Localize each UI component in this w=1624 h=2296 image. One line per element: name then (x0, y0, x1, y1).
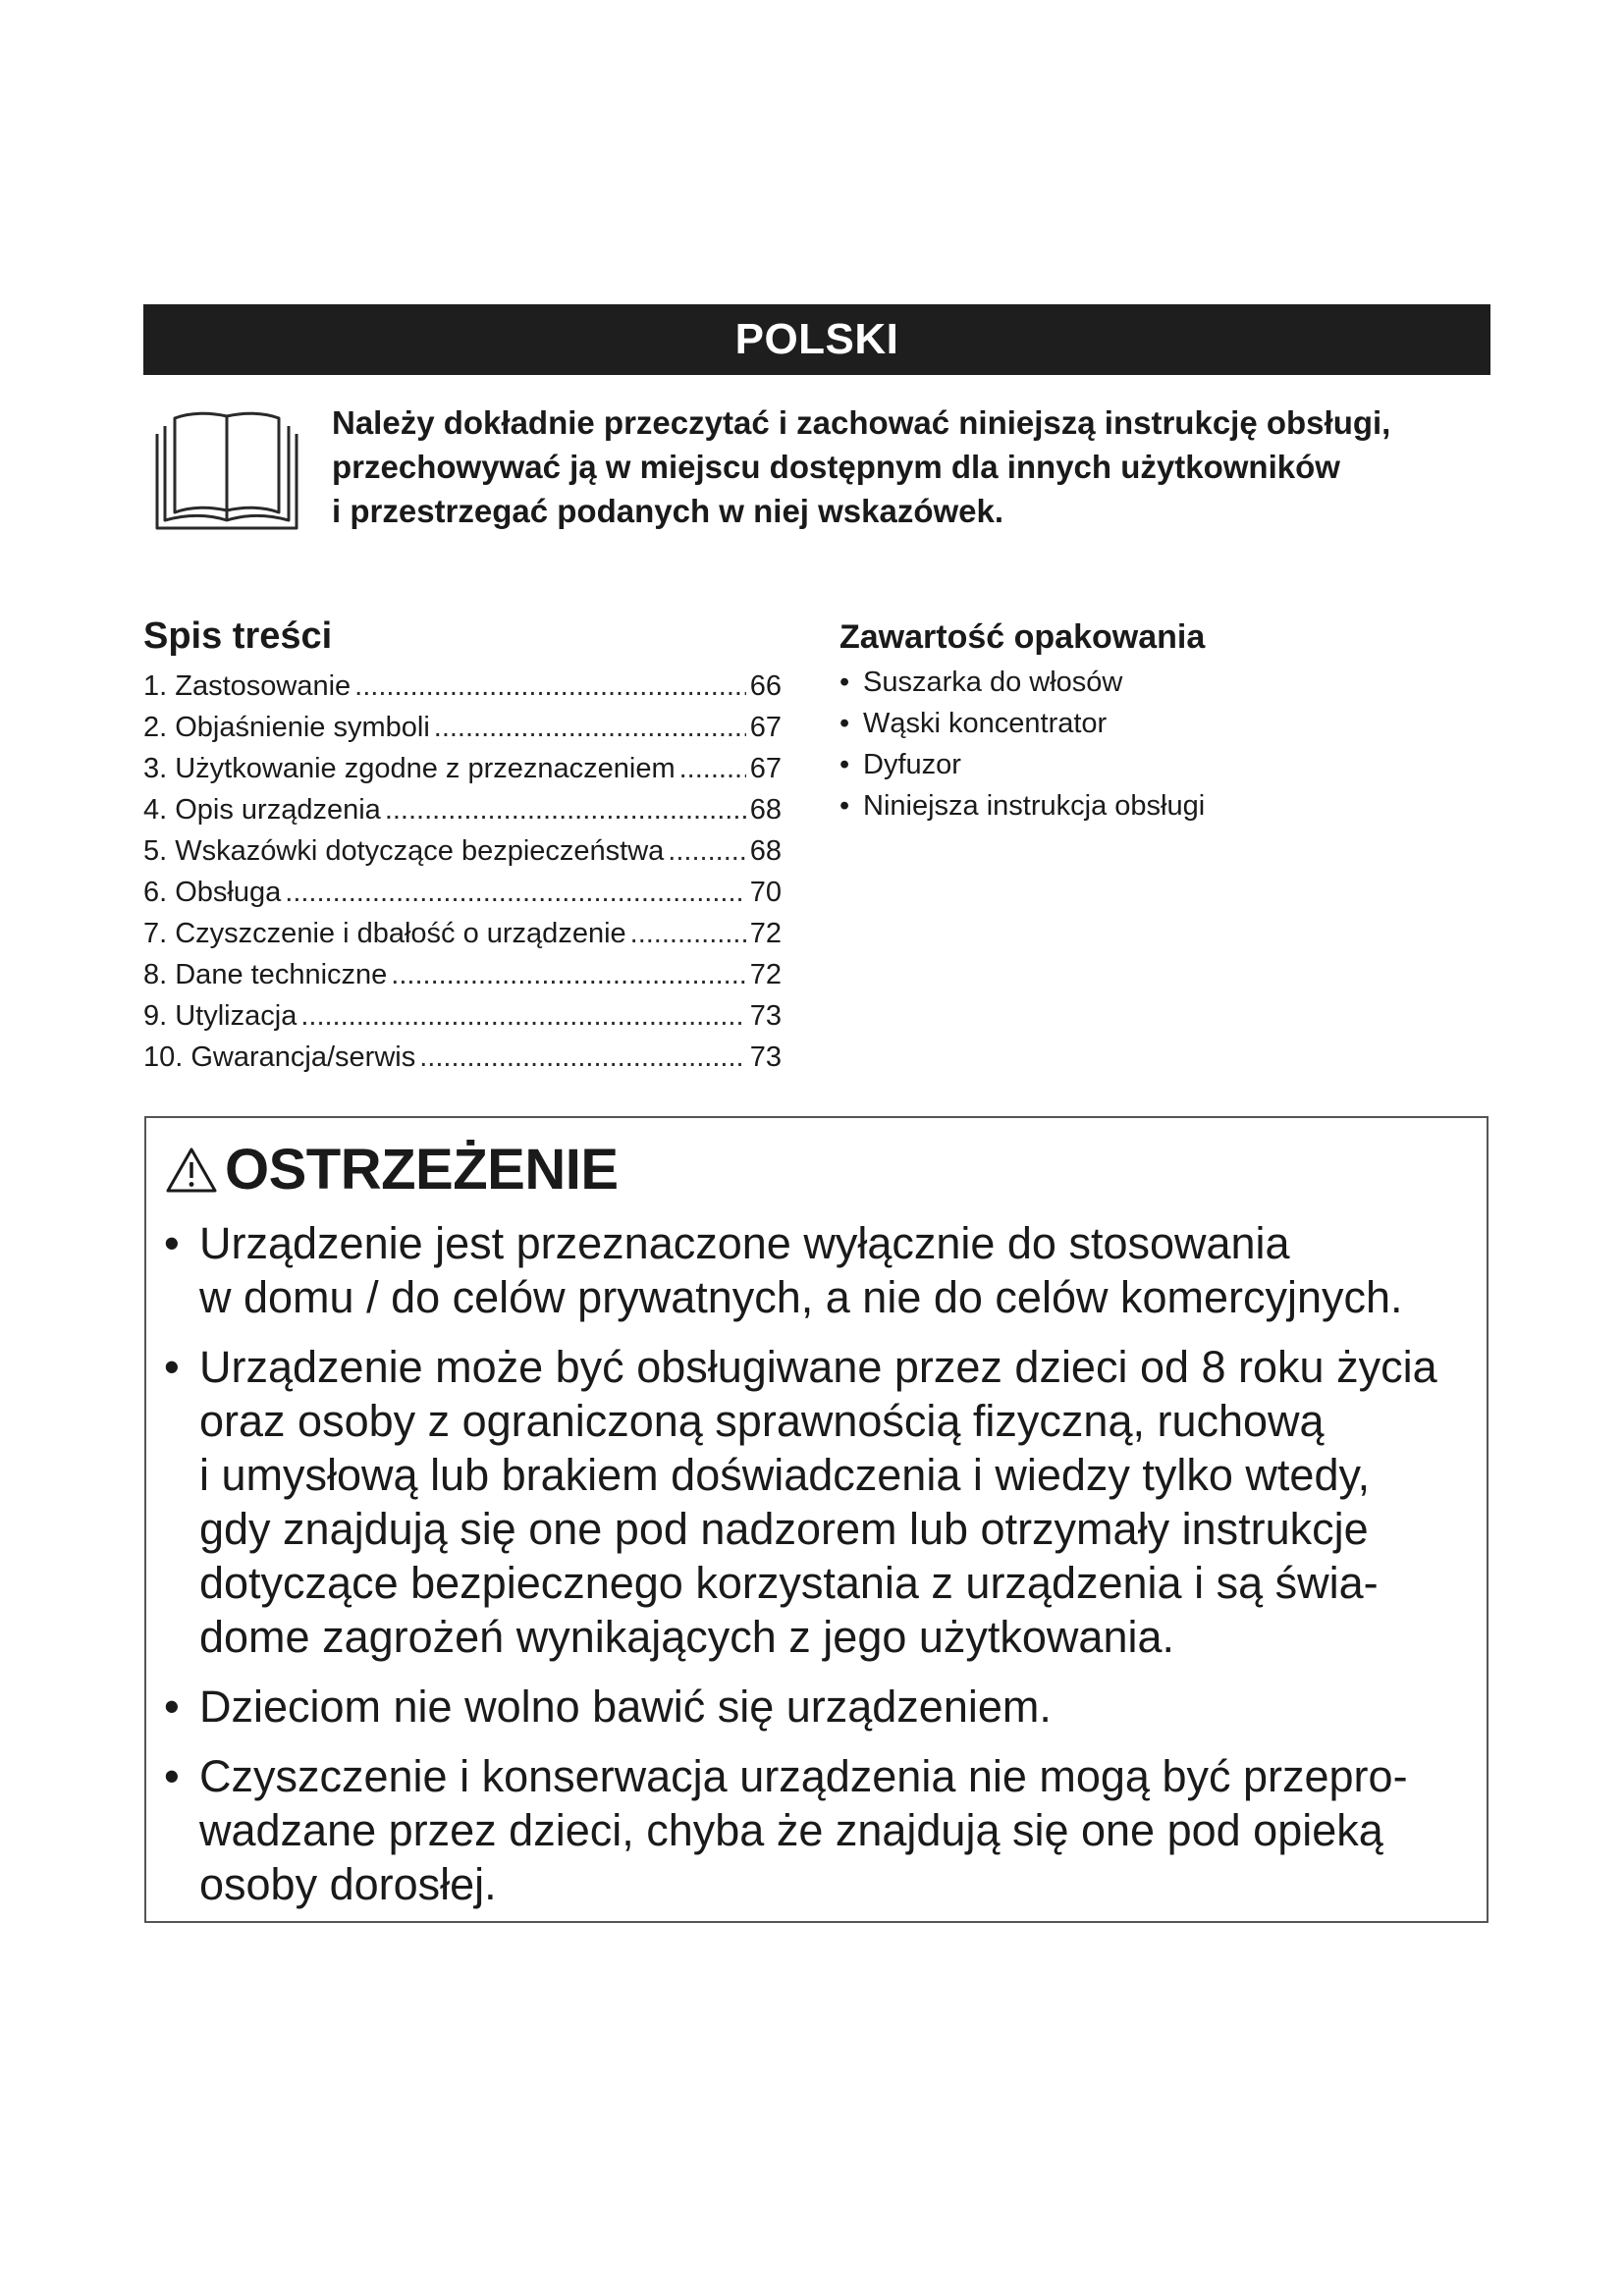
toc-leader (300, 995, 745, 1037)
toc-leader (285, 872, 745, 913)
toc-leader (391, 954, 745, 995)
bullet: • (839, 749, 850, 780)
intro-notice (332, 400, 1490, 533)
warning-header (164, 1136, 619, 1204)
bullet: • (164, 1751, 180, 1801)
package-item (839, 662, 1429, 703)
warning-triangle-icon (164, 1146, 219, 1195)
toc-list (143, 666, 782, 1078)
warning-text-line: Urządzenie jest przeznaczone wyłącznie do stosowania (199, 1218, 1290, 1268)
toc-item-label: 6. Obsługa (143, 877, 282, 908)
bullet: • (839, 708, 850, 739)
toc-item (143, 872, 782, 913)
warning-text-line: oraz osoby z ograniczoną sprawnością fizyczną, ruchową (199, 1396, 1325, 1446)
warning-text-line: Czyszczenie i konserwacja urządzenia nie mogą być przepro- (199, 1751, 1408, 1801)
toc-item-page: 72 (749, 918, 782, 949)
warning-item (164, 1340, 1470, 1664)
toc-item (143, 789, 782, 830)
bullet: • (839, 667, 850, 698)
intro-line: i przestrzegać podanych w niej wskazówek. (332, 493, 1004, 529)
warning-text-line: dome zagrożeń wynikających z jego użytkowania. (199, 1612, 1175, 1662)
package-item-label: Suszarka do włosów (863, 667, 1123, 698)
toc-title: Spis treści (143, 615, 333, 657)
toc-item (143, 913, 782, 954)
bullet: • (839, 790, 850, 822)
toc-item (143, 954, 782, 995)
toc-item (143, 666, 782, 707)
warning-box (144, 1116, 1489, 1923)
toc-item-page: 67 (749, 753, 782, 784)
warning-text-line: w domu / do celów prywatnych, a nie do celów komercyjnych. (199, 1272, 1403, 1322)
package-list (839, 662, 1429, 827)
toc-leader (419, 1037, 746, 1078)
toc-item-page: 68 (749, 794, 782, 826)
toc-leader (385, 789, 746, 830)
toc-item-page: 70 (749, 877, 782, 908)
warning-text-line: Dzieciom nie wolno bawić się urządzeniem. (199, 1682, 1052, 1732)
intro-line: Należy dokładnie przeczytać i zachować niniejszą instrukcję obsługi, (332, 404, 1391, 441)
toc-item-label: 9. Utylizacja (143, 1000, 298, 1032)
package-contents (839, 613, 1429, 827)
toc-item-label: 3. Użytkowanie zgodne z przeznaczeniem (143, 753, 676, 784)
warning-item (164, 1216, 1470, 1324)
toc-leader (354, 666, 746, 707)
bullet: • (164, 1342, 180, 1392)
toc-item (143, 1037, 782, 1078)
toc-item (143, 707, 782, 748)
toc-leader (630, 913, 746, 954)
toc-item (143, 830, 782, 872)
open-book-icon (151, 406, 302, 532)
package-item-label: Niniejsza instrukcja obsługi (863, 790, 1206, 822)
toc-item-page: 73 (749, 1041, 782, 1073)
warning-list (164, 1216, 1470, 1927)
warning-item (164, 1680, 1470, 1734)
package-item-label: Dyfuzor (863, 749, 961, 780)
bullet: • (164, 1682, 180, 1732)
toc-leader (679, 748, 746, 789)
warning-text-line: gdy znajdują się one pod nadzorem lub otrzymały instrukcje (199, 1504, 1369, 1554)
toc-item-page: 72 (749, 959, 782, 990)
package-item (839, 744, 1429, 785)
warning-text-line: Urządzenie może być obsługiwane przez dzieci od 8 roku życia (199, 1342, 1437, 1392)
package-item (839, 785, 1429, 827)
warning-text-line: wadzane przez dzieci, chyba że znajdują się one pod opieką (199, 1805, 1383, 1855)
toc-item (143, 748, 782, 789)
package-item-label: Wąski koncentrator (863, 708, 1108, 739)
warning-item (164, 1749, 1470, 1911)
language-header: POLSKI (143, 304, 1490, 375)
toc-item-label: 7. Czyszczenie i dbałość o urządzenie (143, 918, 626, 949)
toc-item-label: 5. Wskazówki dotyczące bezpieczeństwa (143, 835, 665, 867)
toc-leader (668, 830, 745, 872)
bullet: • (164, 1218, 180, 1268)
table-of-contents (143, 611, 782, 1078)
toc-item-page: 66 (749, 670, 782, 702)
toc-item-label: 2. Objaśnienie symboli (143, 712, 430, 743)
toc-item-page: 73 (749, 1000, 782, 1032)
toc-leader (434, 707, 746, 748)
package-item (839, 703, 1429, 744)
warning-text-line: osoby dorosłej. (199, 1859, 497, 1909)
toc-item-label: 10. Gwarancja/serwis (143, 1041, 416, 1073)
warning-title: OSTRZEŻENIE (225, 1138, 619, 1201)
toc-item-page: 68 (749, 835, 782, 867)
toc-item-page: 67 (749, 712, 782, 743)
warning-text-line: dotyczące bezpiecznego korzystania z urządzenia i są świa- (199, 1558, 1379, 1608)
warning-text-line: i umysłową lub brakiem doświadczenia i wiedzy tylko wtedy, (199, 1450, 1371, 1500)
toc-item (143, 995, 782, 1037)
package-title: Zawartość opakowania (839, 618, 1206, 656)
toc-item-label: 8. Dane techniczne (143, 959, 388, 990)
intro-line: przechowywać ją w miejscu dostępnym dla innych użytkowników (332, 449, 1340, 485)
toc-item-label: 4. Opis urządzenia (143, 794, 381, 826)
toc-item-label: 1. Zastosowanie (143, 670, 352, 702)
